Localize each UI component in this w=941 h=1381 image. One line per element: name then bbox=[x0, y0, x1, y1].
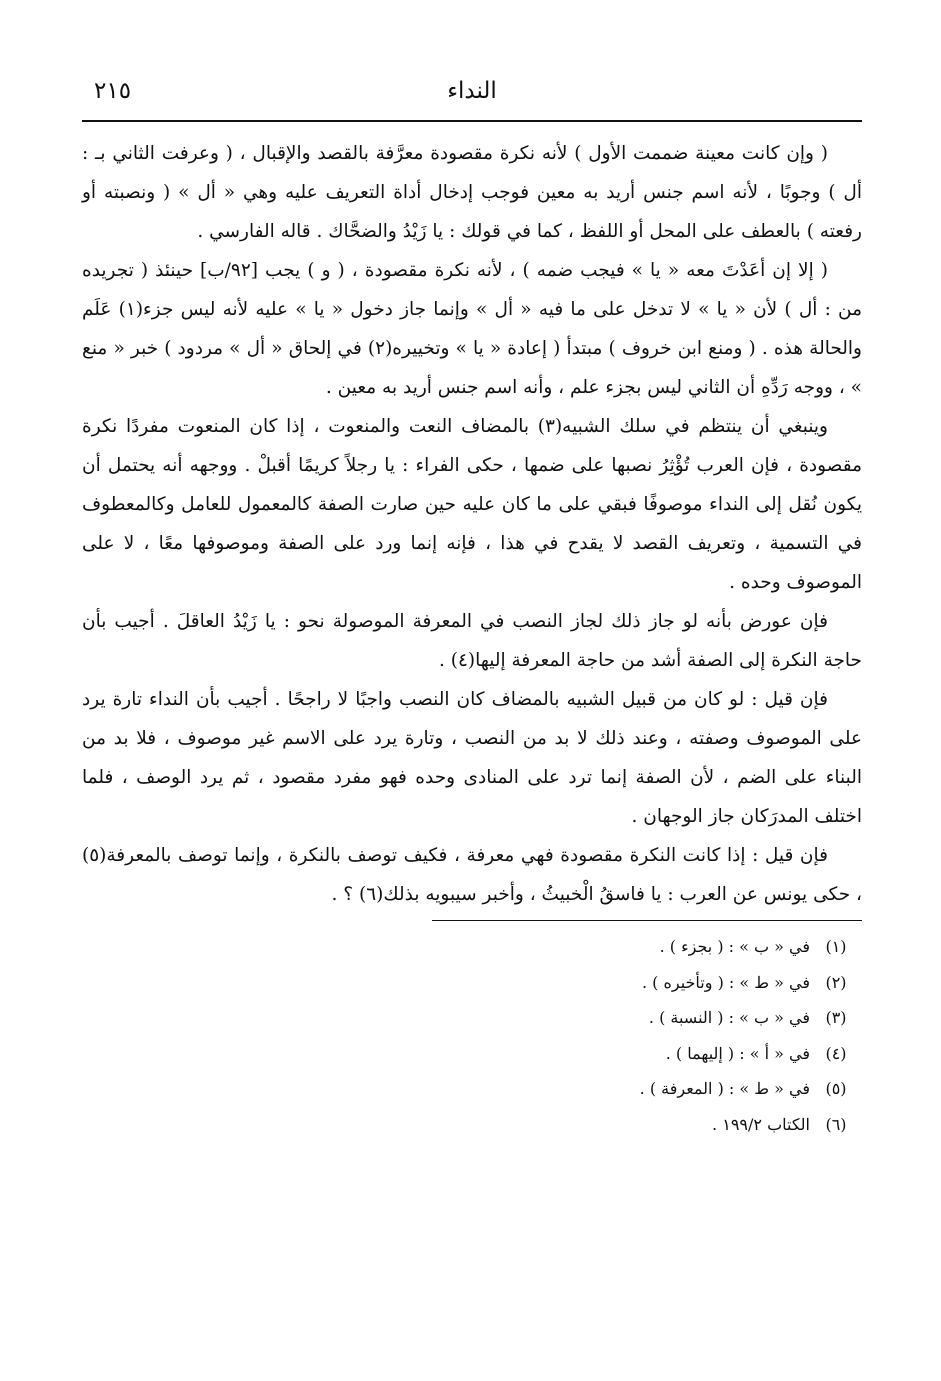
main-text bbox=[82, 134, 862, 914]
paragraph: فإن قيل : إذا كانت النكرة مقصودة فهي معرفة ، فكيف توصف بالنكرة ، وإنما توصف بالمعرفة(٥) ، حكى يونس عن العرب : يا فاسقُ الْخبيثُ ، وأخبر سيبويه بذلك(٦) ؟ . bbox=[82, 845, 862, 905]
footnote-item bbox=[82, 1000, 862, 1036]
footnote-item bbox=[82, 965, 862, 1001]
footnote-number: (٦) bbox=[825, 1114, 847, 1134]
paragraph: ( وإن كانت معينة ضممت الأول ) لأنه نكرة مقصودة معرَّفة بالقصد والإقبال ، ( وعرفت الثاني بـ : أل ) وجوبًا ، لأنه اسم جنس أريد به معين فوجب إدخال أداة التعريف عليه وهي « أل » ( ونصبته أو رفعته ) بالعطف على المحل أو اللفظ ، كما في قولك : يا زَيْدُ والضحَّاك . قاله الفارسي . bbox=[82, 143, 862, 242]
footnote-item bbox=[82, 1107, 862, 1143]
book-page bbox=[82, 70, 862, 1142]
footnotes bbox=[82, 929, 862, 1142]
footnote-divider bbox=[432, 920, 862, 921]
footnote-item bbox=[82, 1036, 862, 1072]
footnote-text: في « ب » : ( بجزء ) . bbox=[659, 937, 810, 956]
footnote-number: (٣) bbox=[825, 1008, 847, 1027]
page-number: ٢١٥ bbox=[94, 78, 132, 104]
footnote-number: (٤) bbox=[825, 1043, 847, 1063]
footnote-number: (١) bbox=[825, 937, 847, 956]
paragraph: وينبغي أن ينتظم في سلك الشبيه(٣) بالمضاف النعت والمنعوت ، إذا كان المنعوت مفردًا نكرة مقصودة ، فإن العرب تُؤْثِرُ نصبها على ضمها ، حكى الفراء : يا رجلاً كريمًا أقبلْ . ووجهه أنه يحتمل أن يكون نُقل إلى النداء موصوفًا فبقي على ما كان عليه حين صارت الصفة كالمعمول للعامل وكالمعطوف في التسمية ، وتعريف القصد لا يقدح في هذا ، فإنه إنما ورد على الصفة وموصوفها معًا ، لا على الموصوف وحده . bbox=[82, 416, 862, 593]
chapter-title: النداء bbox=[447, 78, 497, 104]
footnote-text: في « ب » : ( النسبة ) . bbox=[648, 1008, 810, 1027]
header-divider bbox=[82, 120, 862, 122]
footnote-item bbox=[82, 1071, 862, 1107]
footnote-number: (٢) bbox=[825, 972, 847, 992]
paragraph: فإن عورض بأنه لو جاز ذلك لجاز النصب في المعرفة الموصولة نحو : يا زَيْدُ العاقلَ . أجيب بأن حاجة النكرة إلى الصفة أشد من حاجة المعرفة إليها(٤) . bbox=[82, 611, 862, 671]
footnote-item bbox=[82, 929, 862, 965]
footnote-text: في « أ » : ( إليهما ) . bbox=[665, 1043, 810, 1063]
paragraph: فإن قيل : لو كان من قبيل الشبيه بالمضاف كان النصب واجبًا لا راجحًا . أجيب بأن النداء تارة يرد على الموصوف وصفته ، وعند ذلك لا بد من النصب ، وتارة يرد على الاسم غير موصوف ، فلا بد من البناء على الضم ، لأن الصفة إنما ترد على المنادى وحده فهو مفرد مقصود ، ثم يرد الوصف ، فلما اختلف المدرَكان جاز الوجهان . bbox=[82, 689, 862, 827]
page-header bbox=[82, 70, 862, 110]
paragraph: ( إلا إن أعَدْتَ معه « يا » فيجب ضمه ) ، لأنه نكرة مقصودة ، ( و ) يجب [٩٢/ب] حينئذ ( تجريده من : أل ) لأن « يا » لا تدخل على ما فيه « أل » وإنما جاز دخول « يا » عليه لأنه ليس جزء(١) عَلَم والحالة هذه . ( ومنع ابن خروف ) مبتدأ ( إعادة « يا » وتخييره(٢) في إلحاق « أل » مردود ) خبر « منع » ، ووجه رَدِّهِ أن الثاني ليس بجزء علم ، وأنه اسم جنس أريد به معين . bbox=[82, 260, 863, 398]
footnote-number: (٥) bbox=[825, 1079, 847, 1098]
footnote-text: الكتاب ١٩٩/٢ . bbox=[712, 1114, 810, 1134]
footnote-text: في « ط » : ( وتأخيره ) . bbox=[642, 972, 810, 992]
footnote-text: في « ط » : ( المعرفة ) . bbox=[639, 1079, 810, 1098]
